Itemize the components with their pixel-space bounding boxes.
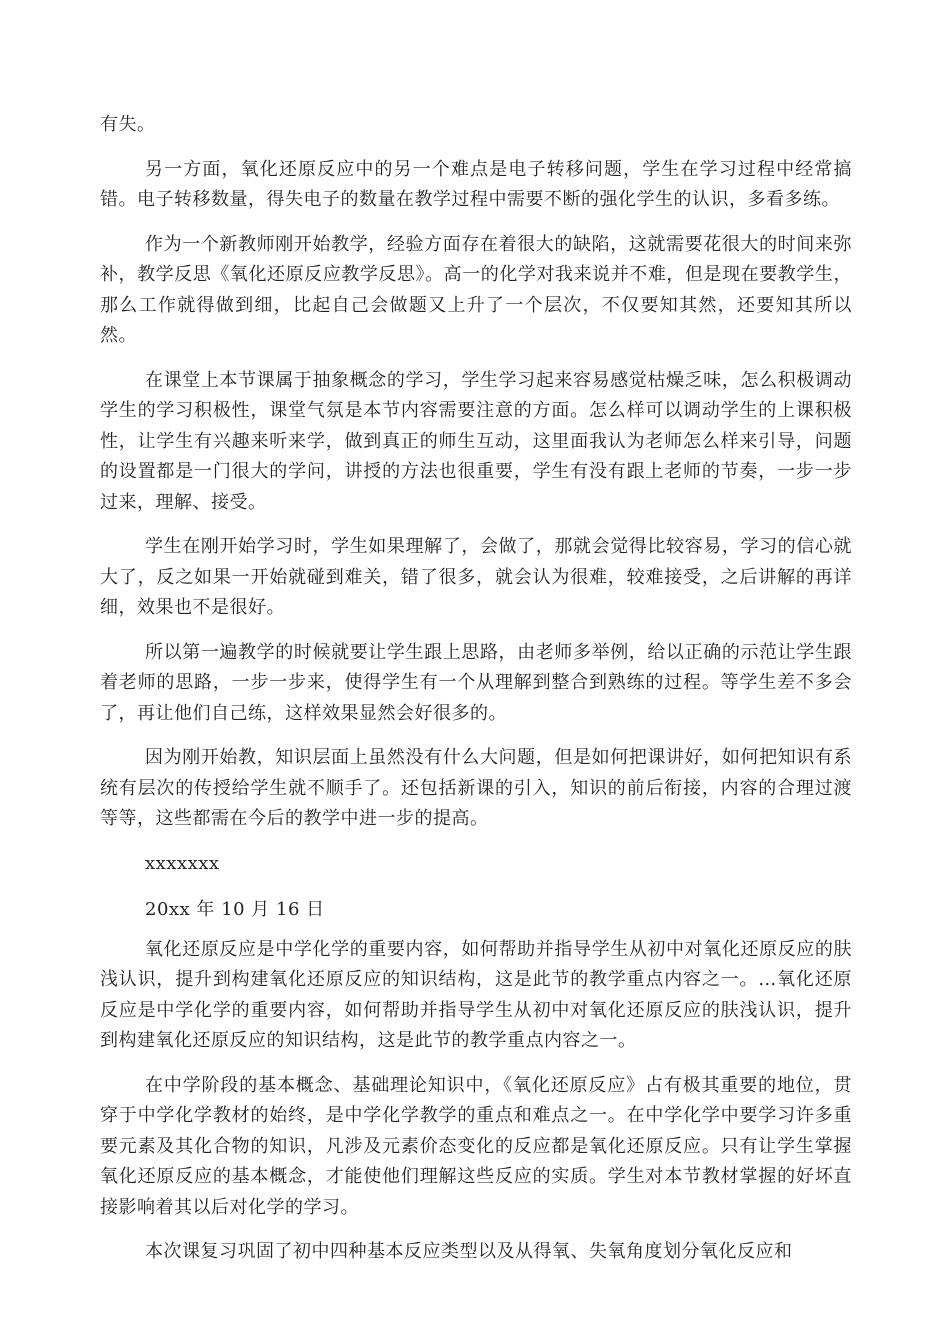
document-page xyxy=(100,110,852,1282)
paragraph-continuation: 有失。 xyxy=(100,114,156,135)
paragraph-redox-importance: 氧化还原反应是中学化学的重要内容，如何帮助并指导学生从初中对氧化还原反应的肤浅认识，提升到构建氧化还原反应的知识结构，这是此节的教学重点内容之一。…氧化还原反应是中学化学的重要内容，如何帮助并指导学生从初中对氧化还原反应的肤浅认识，提升到构建氧化还原反应的知识结构，这是此节的教学重点内容之一。 xyxy=(100,938,852,1051)
paragraph-basic-concepts: 在中学阶段的基本概念、基础理论知识中，《氧化还原反应》占有极其重要的地位，贯穿于中学化学教材的始终，是中学化学教学的重点和难点之一。在中学化学中要学习许多重要元素及其化合物的知识，凡涉及元素价态变化的反应都是氧化还原反应。只有让学生掌握氧化还原反应的基本概念，才能使他们理解这些反应的实质。学生对本节教材掌握的好坏直接影响着其以后对化学的学习。 xyxy=(100,1074,852,1218)
date-line: 20xx 年 10 月 16 日 xyxy=(145,899,325,920)
paragraph-new-teacher: 作为一个新教师刚开始教学，经验方面存在着很大的缺陷，这就需要花很大的时间来弥补，教学反思《氧化还原反应教学反思》。高一的化学对我来说并不难，但是现在要教学生，那么工作就得做到细，比起自己会做题又上升了一个层次，不仅要知其然，还要知其所以然。 xyxy=(100,233,852,346)
signature: xxxxxxx xyxy=(145,852,220,874)
paragraph-improvement: 因为刚开始教，知识层面上虽然没有什么大问题，但是如何把课讲好，如何把知识有系统有层次的传授给学生就不顺手了。还包括新课的引入，知识的前后衔接，内容的合理过渡等等，这些都需在今后的教学中进一步的提高。 xyxy=(100,747,852,829)
paragraph-electron-transfer: 另一方面，氧化还原反应中的另一个难点是电子转移问题，学生在学习过程中经常搞错。电子转移数量，得失电子的数量在教学过程中需要不断的强化学生的认识，多看多练。 xyxy=(100,158,852,210)
paragraph-student-confidence: 学生在刚开始学习时，学生如果理解了，会做了，那就会觉得比较容易，学习的信心就大了，反之如果一开始就碰到难关，错了很多，就会认为很难，较难接受，之后讲解的再详细，效果也不是很好。 xyxy=(100,536,852,618)
paragraph-classroom: 在课堂上本节课属于抽象概念的学习，学生学习起来容易感觉枯燥乏味，怎么积极调动学生的学习积极性，课堂气氛是本节内容需要注意的方面。怎么样可以调动学生的上课积极性，让学生有兴趣来听来学，做到真正的师生互动，这里面我认为老师怎么样来引导，问题的设置都是一门很大的学问，讲授的方法也很重要，学生有没有跟上老师的节奏，一步一步过来，理解、接受。 xyxy=(100,369,852,513)
paragraph-review: 本次课复习巩固了初中四种基本反应类型以及从得氧、失氧角度划分氧化反应和 xyxy=(145,1241,793,1262)
paragraph-first-teaching: 所以第一遍教学的时候就要让学生跟上思路，由老师多举例，给以正确的示范让学生跟着老师的思路，一步一步来，使得学生有一个从理解到整合到熟练的过程。等学生差不多会了，再让他们自己练，这样效果显然会好很多的。 xyxy=(100,641,852,724)
